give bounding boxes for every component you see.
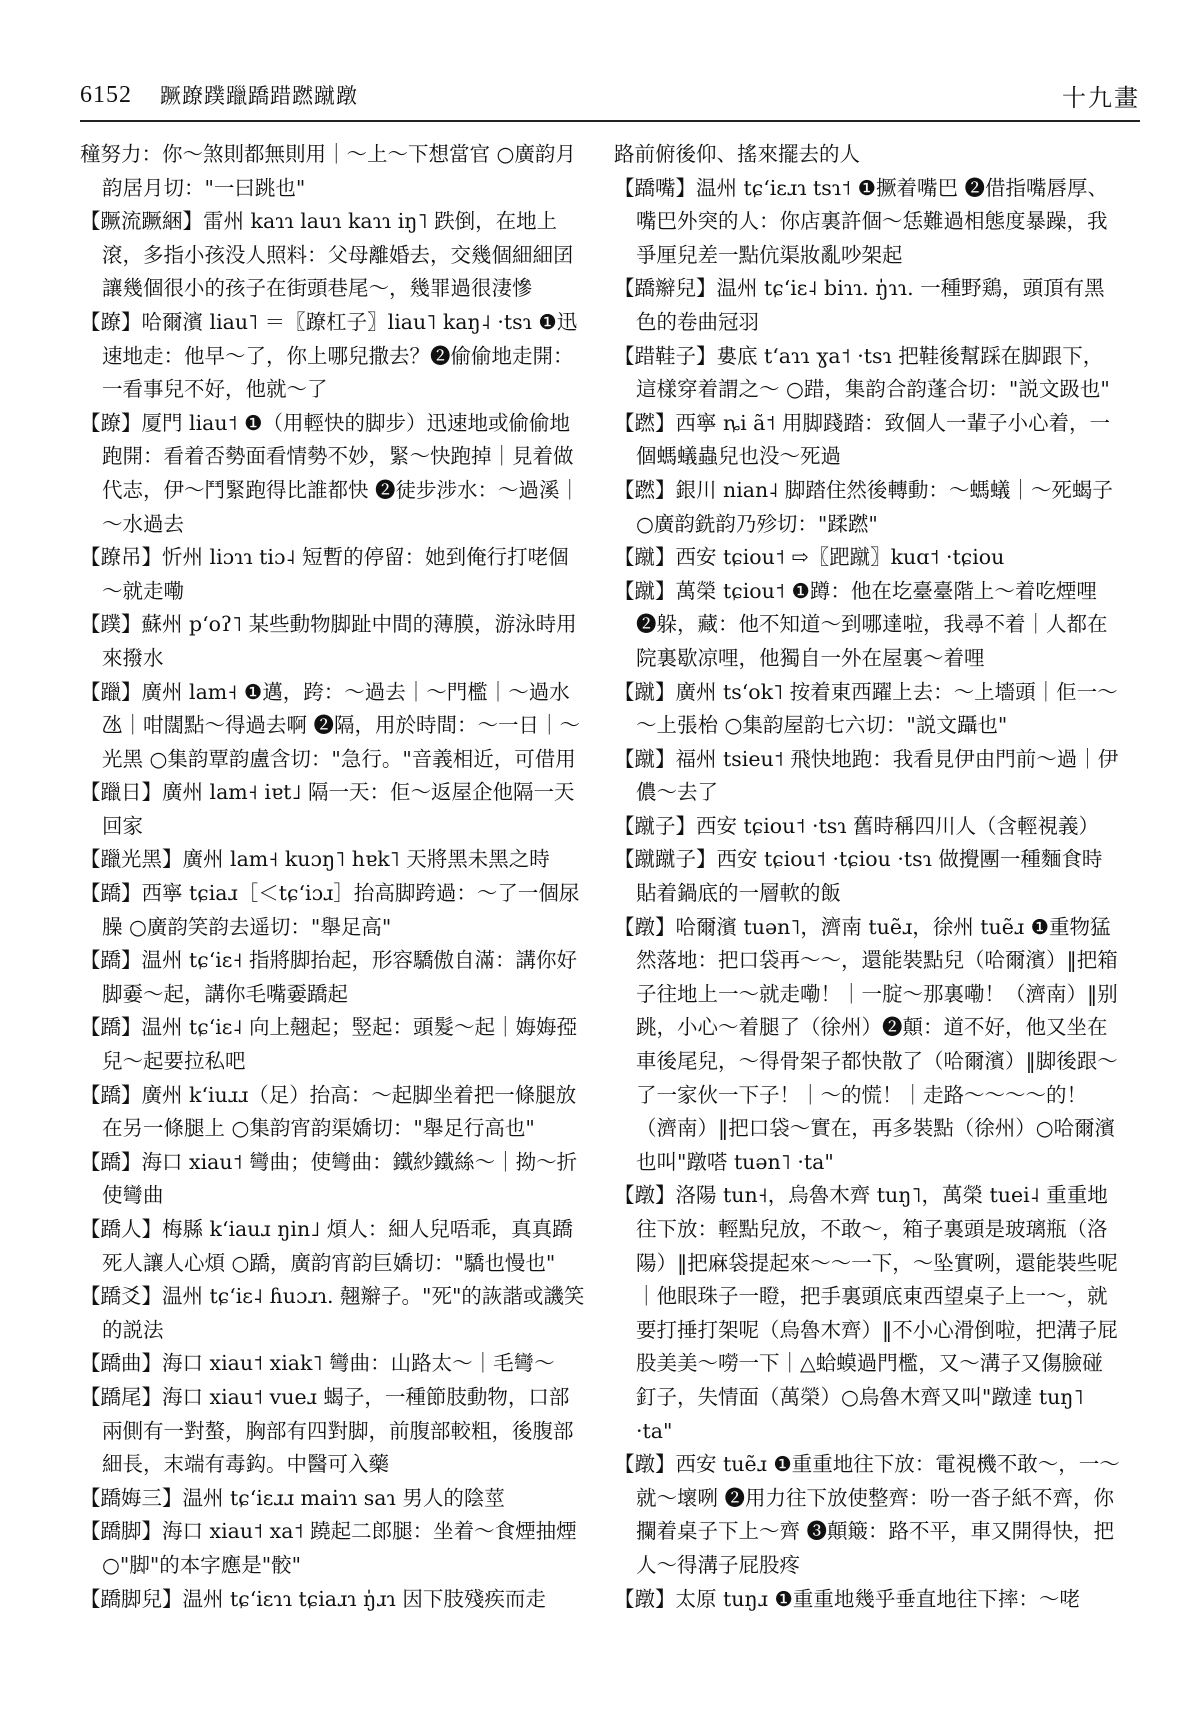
dictionary-entry: 【蹻】海口 xiau˦ 彎曲；使彎曲：鐵紗鐵絲～｜拗～折使彎曲: [80, 1149, 578, 1208]
dictionary-entry: 【蹴】西安 tɕiou˦ ⇨〖跁蹴〗kuɑ˦ ·tɕiou: [614, 545, 1005, 570]
dictionary-entry: 【蹻曲】海口 xiau˦ xiak˥ 彎曲：山路太～｜毛彎～: [80, 1351, 555, 1376]
dictionary-entry: 【蹻人】梅縣 kʻiauɹ ŋin˩ 煩人：細人兒唔乖，真真蹻死人讓人心煩 ○蹻，廣韵宵韵巨嬌切："驕也慢也": [80, 1217, 573, 1275]
dictionary-entry: 【躐日】廣州 lam˧ iɐt˩ 隔一天：佢～返屋企他隔一天回家: [80, 780, 575, 838]
page-header: [80, 78, 1140, 112]
dictionary-entry: 【蹽】厦門 liau˦ ❶（用輕快的脚步）迅速地或偷偷地跑開：看着否勢面看情勢不妙，緊～快跑掉｜見着做代志，伊～鬥緊跑得比誰都快 ❷徒步涉水：～過溪｜～水過去: [80, 410, 581, 536]
stroke-section-label: 十九畫: [1062, 83, 1140, 112]
dictionary-entry: 【蹻爻】温州 tɕʻiɛ˨ ɦuɔɹɿ. 翹辮子。"死"的詼諧或譏笑的説法: [80, 1284, 585, 1342]
dictionary-entry: 【蹨】銀川 nian˨ 脚踏住然後轉動：～螞蟻｜～死蝎子 ○廣韵銑韵乃殄切："蹂蹨": [614, 477, 1113, 536]
dictionary-entry: 【踖鞋子】婁底 tʻaɿɿ ɣa˦ ·tsɿ 把鞋後幫踩在脚跟下，這樣穿着謂之～ ○踖，集韵合韵蓬合切："説文趿也": [614, 343, 1110, 402]
dictionary-entry: 【蹽】哈爾濱 liau˥ ＝〖蹽杠子〗liau˥ kaŋ˨ ·tsɿ ❶迅速地走：他早～了，你上哪兒撒去？❷偷偷地走開：一看事兒不好，他就～了: [80, 309, 578, 402]
page-number: 6152: [80, 81, 132, 108]
dictionary-entry: 【蹴】萬榮 tɕiou˦ ❶蹲：他在圪臺臺階上～着吃煙哩 ❷躲，藏：他不知道～到哪達啦，我尋不着｜人都在院裏歇凉哩，他獨自一外在屋裏～着哩: [614, 578, 1108, 670]
dictionary-entry: 【蹻脚兒】温州 tɕʻiɛɿɿ tɕiaɹɿ ŋ̍ɹɿ 因下肢殘疾而走: [80, 1586, 546, 1611]
dictionary-entry: 【蹴】廣州 tsʻok˥ 按着東西躍上去：～上墻頭｜佢一～～上張枱 ○集韵屋韵七六切："説文躡也": [614, 679, 1118, 738]
dictionary-entry: 【躐光黑】廣州 lam˧ kuɔŋ˥ hɐk˥ 天將黑未黑之時: [80, 847, 550, 872]
header-rule: [80, 120, 1140, 122]
right-column: [614, 138, 1120, 1616]
dictionary-entry: 【蹾】西安 tuẽɹ ❶重重地往下放：電視機不敢～，一～就～壞咧 ❷用力往下放使整齊：吩一沓子紙不齊，你攔着桌子下上～齊 ❸顛簸：路不平，車又開得快，把人～得溝子屁股疼: [614, 1452, 1120, 1577]
dictionary-entry: 【蹨】西寧 ȵi ã˦ 用脚踐踏：致個人一輩子小心着，一個螞蟻蟲兒也没～死過: [614, 410, 1110, 469]
dictionary-entry: 路前俯後仰、搖來擺去的人: [614, 142, 860, 166]
dictionary-entry: 【蹻尾】海口 xiau˦ vueɹ 蝎子，一種節肢動物，口部兩側有一對螯，胸部有四對脚，前腹部較粗，後腹部細長，末端有毒鈎。中醫可入藥: [80, 1384, 574, 1477]
dictionary-entry: 【蹻】西寧 tɕiaɹ［＜tɕʻiɔɹ］抬高脚跨過：～了一個尿臊 ○廣韵笑韵去遥切："舉足高": [80, 881, 580, 939]
dictionary-entry: 【蹾】太原 tuŋɹ ❶重重地幾乎垂直地往下摔：～咾: [614, 1586, 1080, 1611]
dictionary-entry: 【躐】廣州 lam˧ ❶邁，跨：～過去｜～門檻｜～過水氹｜咁闊點～得過去啊 ❷隔，用於時間：～一日｜～光黑 ○集韵覃韵盧含切："急行。"音義相近，可借用: [80, 679, 581, 771]
dictionary-entry: 【蹻】温州 tɕʻiɛ˨ 向上翹起；竪起：頭髮～起｜娒娒孲兒～起要拉私吧: [80, 1015, 578, 1074]
dictionary-entry: 【蹶流蹶綑】雷州 kaɿɿ lauɿ kaɿɿ iŋ˥ 跌倒，在地上滾，多指小孩没人照料：父母離婚去，交幾個細細囝讓幾個很小的孩子在街頭巷尾～，幾罪過很淒慘: [80, 209, 574, 301]
dictionary-entry: 【蹻】廣州 kʻiuɹɹ（足）抬高：～起脚坐着把一條腿放在另一條腿上 ○集韵宵韵渠嬌切："舉足行高也": [80, 1082, 577, 1141]
dictionary-entry: 【蹻脚】海口 xiau˦ xa˦ 蹺起二郎腿：坐着～食煙抽煙 ○"脚"的本字應是"骹": [80, 1519, 577, 1577]
dictionary-entry: 【蹻娒三】温州 tɕʻiɛɹɹ maiɿɿ saɿ 男人的陰莖: [80, 1485, 505, 1510]
left-column: [80, 138, 586, 1616]
dictionary-entry: 【蹾】洛陽 tun˧，烏魯木齊 tuŋ˥，萬榮 tuei˨ 重重地往下放：輕點兒放，不敢～，箱子裏頭是玻璃瓶（洛陽）‖把麻袋提起來～～一下，～坠實咧，還能裝些呢｜他眼珠子一瞪，把手裏頭底東西望桌子上一～，就要打捶打架呢（烏魯木齊）‖不小心滑倒啦，把溝子屁股美美～嘮一下｜△蛤蟆過門檻，又～溝子又傷臉碰釘子，失情面（萬榮）○烏魯木齊又叫"蹾達 tuŋ˥ ·ta": [614, 1183, 1118, 1443]
dictionary-entry: 穜努力：你～煞則都無則用｜～上～下想當官 ○廣韵月韵居月切："一曰跳也": [80, 142, 576, 200]
dictionary-entry: 【蹾】哈爾濱 tuən˥，濟南 tuẽɹ，徐州 tuẽɹ ❶重物猛然落地：把口袋再～～，還能裝點兒（哈爾濱）‖把箱子往地上一～就走嘞！｜一腚～那裏嘞！（濟南）‖别跳，小心～着腿了（徐州）❷顛：道不好，他又坐在車後尾兒，～得骨架子都快散了（哈爾濱）‖脚後跟～了一家伙一下子！｜～的慌！｜走路～～～～的！（濟南）‖把口袋～實在，再多裝點（徐州）○哈爾濱也叫"蹾嗒 tuən˥ ·ta": [614, 914, 1118, 1174]
dictionary-entry: 【蹻嘴】温州 tɕʻiɛɹɿ tsɿ˦ ❶撅着嘴巴 ❷借指嘴唇厚、嘴巴外突的人：你店裏許個～恁難過相態度暴躁，我爭厘兒差一點伉渠妝亂吵架起: [614, 175, 1109, 267]
dictionary-entry: 【蹴蹴子】西安 tɕiou˦ ·tɕiou ·tsɿ 做攪團一種麵食時貼着鍋底的一層軟的飯: [614, 847, 1103, 906]
dictionary-entry: 【蹻辮兒】温州 tɕʻiɛ˨ biɿɿ. ŋ̍ɿɿ. 一種野鶏，頭頂有黑色的卷曲冠羽: [614, 276, 1105, 334]
dictionary-entry: 【蹴子】西安 tɕiou˦ ·tsɿ 舊時稱四川人（含輕視義）: [614, 813, 1100, 838]
page-head-characters: 蹶蹽蹼躐蹻踖蹨蹴蹾: [160, 84, 358, 108]
dictionary-entry: 【蹻】温州 tɕʻiɛ˧ 指將脚抬起，形容驕傲自滿：講你好脚嫑～起，講你毛嘴嫑蹻起: [80, 948, 578, 1006]
dictionary-entry: 【蹽吊】忻州 liɔɿɿ tiɔ˨ 短暫的停留：她到俺行打咾個～就走嘞: [80, 545, 569, 603]
dictionary-entry: 【蹼】蘇州 pʻoʔ˥ 某些動物脚趾中間的薄膜，游泳時用來撥水: [80, 612, 577, 670]
dictionary-entry: 【蹴】福州 tsieu˦ 飛快地跑：我看見伊由門前～過｜伊儂～去了: [614, 746, 1119, 805]
